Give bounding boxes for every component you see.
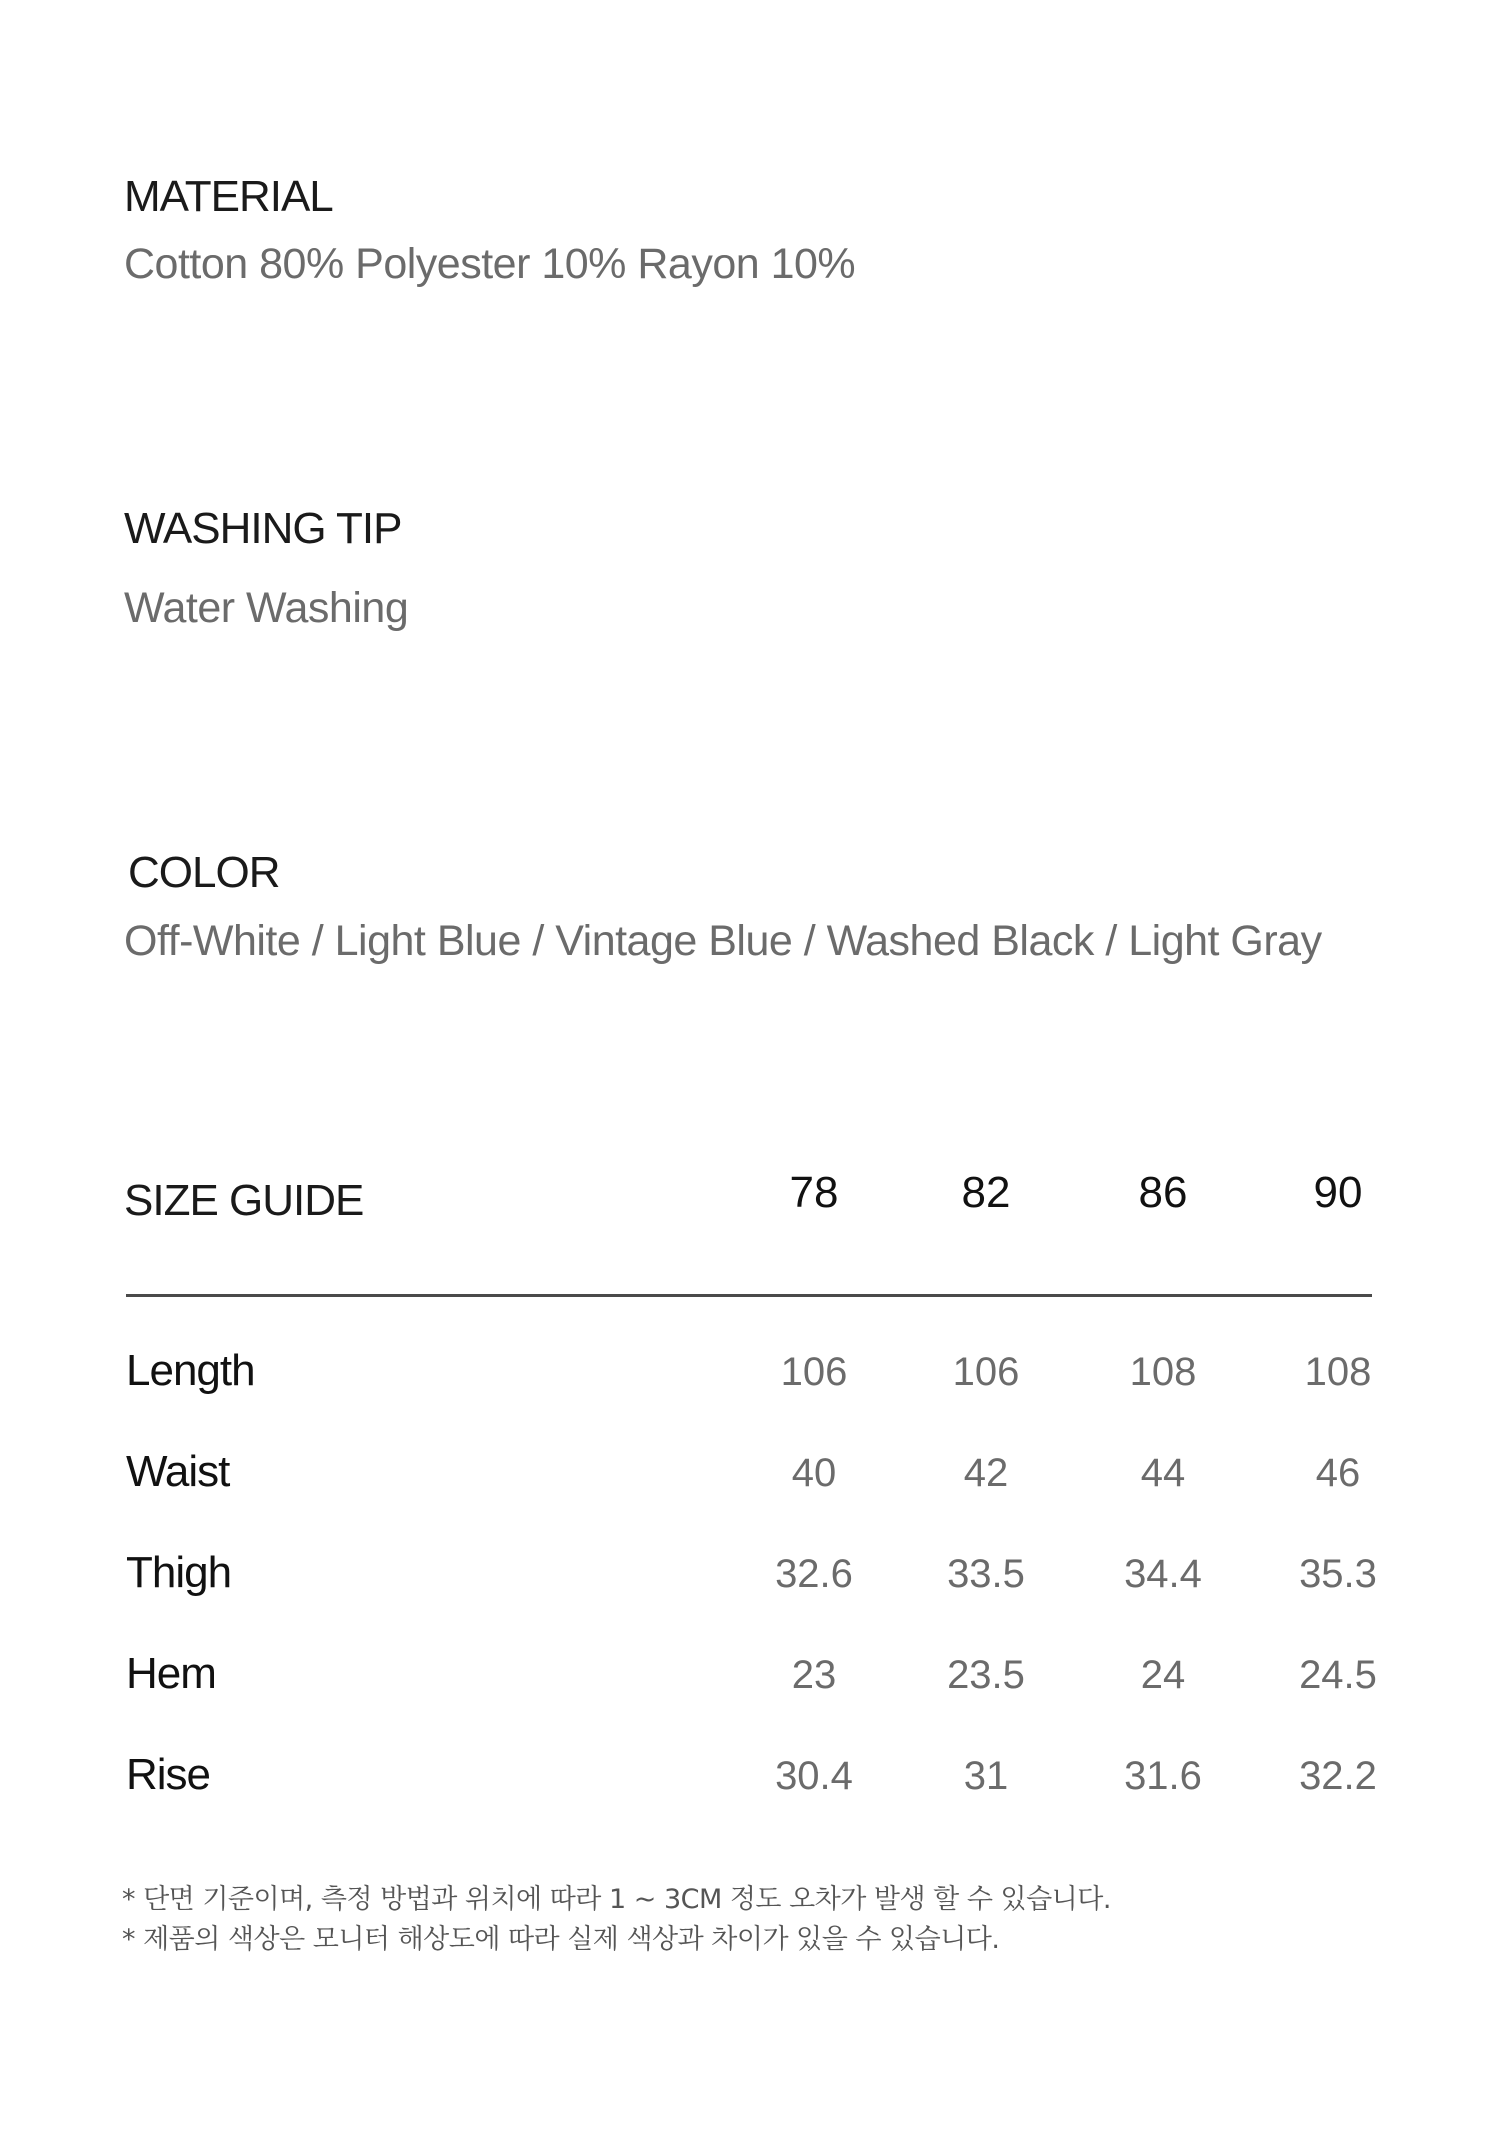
table-cell: 44 — [1140, 1451, 1186, 1495]
color-note: * 제품의 색상은 모니터 해상도에 따라 실제 색상과 차이가 있을 수 있습니다. — [122, 1924, 1000, 1955]
table-cell: 46 — [1315, 1451, 1361, 1495]
table-cell: 23.5 — [947, 1653, 1025, 1697]
table-cell: 40 — [791, 1451, 837, 1495]
table-cell: 32.6 — [775, 1552, 853, 1596]
size-guide-table — [124, 1168, 1377, 1799]
table-cell: 23 — [791, 1653, 837, 1697]
table-row-rise — [124, 1750, 1377, 1851]
size-column-header: 86 — [1138, 1168, 1188, 1217]
size-column-header: 78 — [789, 1168, 839, 1217]
table-cell: 106 — [952, 1350, 1020, 1394]
table-row-waist — [124, 1447, 1372, 1548]
size-notes — [122, 1880, 1111, 1960]
table-cell: 24 — [1140, 1653, 1186, 1697]
row-label: Rise — [126, 1750, 211, 1799]
size-guide-header — [124, 1168, 1372, 1252]
color-heading: COLOR — [128, 848, 280, 897]
table-cell: 34.4 — [1124, 1552, 1202, 1596]
table-cell: 31 — [963, 1754, 1009, 1798]
measurement-note: * 단면 기준이며, 측정 방법과 위치에 따라 1 ~ 3CM 정도 오차가 발생 할 수 있습니다. — [122, 1884, 1111, 1915]
header-divider — [126, 1294, 1372, 1297]
size-guide-title: SIZE GUIDE — [124, 1176, 364, 1225]
material-value: Cotton 80% Polyester 10% Rayon 10% — [124, 240, 856, 288]
table-cell: 42 — [963, 1451, 1009, 1495]
row-label: Length — [126, 1346, 255, 1395]
table-cell: 33.5 — [947, 1552, 1025, 1596]
row-label: Hem — [126, 1649, 216, 1698]
table-cell: 108 — [1129, 1350, 1197, 1394]
table-cell: 35.3 — [1299, 1552, 1377, 1596]
size-column-header: 90 — [1313, 1168, 1363, 1217]
washing-tip-value: Water Washing — [124, 584, 409, 632]
table-cell: 32.2 — [1299, 1754, 1377, 1798]
size-rows — [124, 1346, 1377, 1851]
washing-tip-heading: WASHING TIP — [124, 504, 402, 553]
table-cell: 24.5 — [1299, 1653, 1377, 1697]
size-column-header: 82 — [961, 1168, 1011, 1217]
table-cell: 106 — [780, 1350, 848, 1394]
table-row-length — [124, 1346, 1372, 1447]
table-cell: 108 — [1304, 1350, 1372, 1394]
table-cell: 31.6 — [1124, 1754, 1202, 1798]
row-label: Thigh — [126, 1548, 232, 1597]
material-heading: MATERIAL — [124, 172, 333, 221]
table-row-hem — [124, 1649, 1377, 1750]
color-value: Off-White / Light Blue / Vintage Blue / Washed Black / Light Gray — [124, 917, 1322, 965]
row-label: Waist — [126, 1447, 230, 1496]
table-row-thigh — [124, 1548, 1377, 1649]
table-cell: 30.4 — [775, 1754, 853, 1798]
